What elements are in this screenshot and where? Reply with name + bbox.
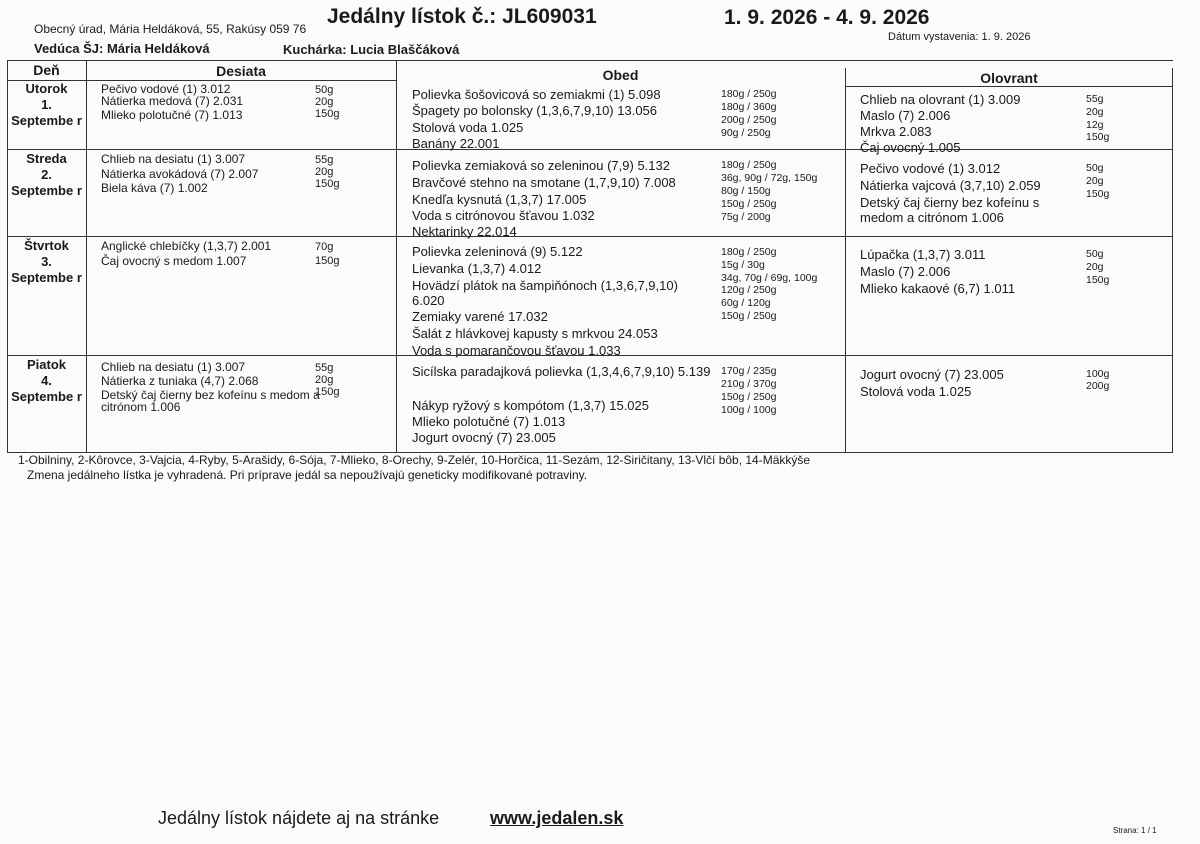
menu-item: Lievanka (1,3,7) 4.012 — [412, 261, 542, 276]
table-border-top — [7, 60, 1173, 61]
menu-item: Šalát z hlávkovej kapusty s mrkvou 24.053 — [412, 326, 658, 341]
portion-size: 20g — [1086, 175, 1104, 187]
menu-item: Knedľa kysnutá (1,3,7) 17.005 — [412, 192, 587, 207]
day-name: Piatok — [26, 357, 66, 372]
portion-size: 180g / 250g — [721, 246, 777, 258]
day-month: Septembe r — [11, 183, 82, 198]
menu-item: Nákyp ryžový s kompótom (1,3,7) 15.025 — [412, 398, 649, 413]
day-month: Septembe r — [11, 113, 82, 128]
menu-item: Nátierka avokádová (7) 2.007 — [101, 167, 259, 181]
portion-size: 20g — [315, 166, 334, 178]
day-month: Septembe r — [11, 270, 82, 285]
day-name: Streda — [26, 151, 67, 166]
portion-size: 200g / 250g — [721, 114, 777, 126]
menu-item: Maslo (7) 2.006 — [860, 108, 951, 123]
portion-size: 50g — [1086, 248, 1104, 260]
portion-size: 150g / 250g — [721, 310, 777, 322]
portion-size: 180g / 250g — [721, 159, 777, 171]
day-name: Štvrtok — [24, 238, 69, 253]
menu-title: Jedálny lístok č.: JL609031 — [327, 5, 597, 28]
menu-item: Nátierka z tuniaka (4,7) 2.068 — [101, 374, 259, 388]
day-label — [7, 357, 86, 405]
portion-size: 34g, 70g / 69g, 100g — [721, 272, 818, 284]
menu-item: Polievka šošovicová so zemiakmi (1) 5.098 — [412, 87, 661, 102]
portion-size: 55g — [315, 154, 334, 166]
column-separator — [845, 68, 846, 453]
menu-item: Mlieko kakaové (6,7) 1.011 — [860, 281, 1016, 296]
day-month: Septembe r — [11, 389, 82, 404]
menu-item: Polievka zeleninová (9) 5.122 — [412, 244, 583, 259]
portion-size: 60g / 120g — [721, 297, 771, 309]
portion-size: 210g / 370g — [721, 378, 777, 390]
organization-address: Obecný úrad, Mária Heldáková, 55, Rakúsy 059 76 — [34, 22, 307, 36]
menu-item: Mlieko polotučné (7) 1.013 — [101, 108, 243, 122]
day-label — [7, 238, 86, 286]
portion-size: 50g — [1086, 162, 1104, 174]
day-label — [7, 81, 86, 129]
day-name: Utorok — [25, 81, 68, 96]
day-number: 4. — [41, 373, 52, 388]
portion-size: 120g / 250g — [721, 284, 777, 296]
portion-size: 12g — [1086, 119, 1104, 131]
column-header-olovrant: Olovrant — [980, 70, 1038, 86]
menu-item: Chlieb na olovrant (1) 3.009 — [860, 92, 1021, 107]
footer-text: Jedálny lístok nájdete aj na stránke — [158, 808, 440, 828]
menu-item: Biela káva (7) 1.002 — [101, 181, 208, 195]
portion-size: 180g / 360g — [721, 101, 777, 113]
portion-size: 36g, 90g / 72g, 150g — [721, 172, 818, 184]
menu-item: Chlieb na desiatu (1) 3.007 — [101, 152, 246, 166]
portion-size: 20g — [315, 96, 334, 108]
menu-item: Pečivo vodové (1) 3.012 — [101, 82, 231, 96]
portion-size: 150g / 250g — [721, 391, 777, 403]
portion-size: 200g — [1086, 380, 1110, 392]
portion-size: 150g — [1086, 274, 1110, 286]
menu-item: Bravčové stehno na smotane (1,7,9,10) 7.008 — [412, 175, 676, 190]
menu-item: Maslo (7) 2.006 — [860, 264, 951, 279]
portion-size: 150g / 250g — [721, 198, 777, 210]
menu-item: Hovädzí plátok na šampiňónoch (1,3,6,7,9,10) 6.020 — [412, 278, 678, 308]
menu-item: Banány 22.001 — [412, 136, 500, 151]
portion-size: 20g — [1086, 106, 1104, 118]
day-number: 3. — [41, 254, 52, 269]
portion-size: 150g — [315, 108, 340, 120]
portion-size: 15g / 30g — [721, 259, 765, 271]
portion-size: 180g / 250g — [721, 88, 777, 100]
menu-item: Chlieb na desiatu (1) 3.007 — [101, 360, 246, 374]
column-separator — [86, 60, 87, 453]
menu-item: Detský čaj čierny bez kofeínu s medom a citrónom 1.006 — [101, 388, 320, 414]
menu-item: Stolová voda 1.025 — [412, 120, 524, 135]
page-number: Strana: 1 / 1 — [1113, 826, 1157, 835]
portion-size: 90g / 250g — [721, 127, 771, 139]
column-header-day: Deň — [33, 62, 60, 78]
column-header-obed: Obed — [602, 67, 639, 83]
portion-size: 150g — [1086, 131, 1110, 143]
portion-size: 20g — [315, 374, 334, 386]
menu-item: Mrkva 2.083 — [860, 124, 932, 139]
menu-table — [7, 60, 1173, 453]
menu-item: Voda s citrónovou šťavou 1.032 — [412, 208, 595, 223]
day-number: 1. — [41, 97, 52, 112]
column-header-desiata: Desiata — [216, 63, 266, 79]
row-separator — [7, 236, 1173, 237]
menu-item: Jogurt ovocný (7) 23.005 — [412, 430, 556, 445]
menu-item: Polievka zemiaková so zeleninou (7,9) 5.132 — [412, 158, 670, 173]
portion-size: 150g — [1086, 188, 1110, 200]
day-label — [7, 151, 86, 199]
portion-size: 50g — [315, 84, 334, 96]
menu-item: Sicílska paradajková polievka (1,3,4,6,7,9,10) 5.139 — [412, 364, 711, 379]
portion-size: 75g / 200g — [721, 211, 771, 223]
portion-size: 70g — [315, 241, 334, 253]
menu-item: Zemiaky varené 17.032 — [412, 309, 548, 324]
menu-item: Lúpačka (1,3,7) 3.011 — [860, 247, 986, 262]
allergen-legend: 1-Obilniny, 2-Kôrovce, 3-Vajcia, 4-Ryby, 5-Arašidy, 6-Sója, 7-Mlieko, 8-Orechy, 9-Zelér, 10-Horčica, 11-Sezám, 12-Siričitany, 13-Vlčí bôb, 14-Mäkkýše — [18, 453, 811, 467]
portion-size: 20g — [1086, 261, 1104, 273]
menu-item: Anglické chlebíčky (1,3,7) 2.001 — [101, 239, 272, 253]
menu-item: Čaj ovocný s medom 1.007 — [101, 254, 247, 268]
cook-name: Kuchárka: Lucia Blaščáková — [283, 42, 460, 57]
table-border-right — [1172, 68, 1173, 453]
menu-item: Detský čaj čierny bez kofeínu s medom a citrónom 1.006 — [860, 195, 1040, 225]
menu-item: Stolová voda 1.025 — [860, 384, 972, 399]
menu-item: Jogurt ovocný (7) 23.005 — [860, 367, 1004, 382]
column-separator — [396, 60, 397, 453]
menu-item: Pečivo vodové (1) 3.012 — [860, 161, 1001, 176]
canteen-manager: Vedúca ŠJ: Mária Heldáková — [34, 41, 210, 56]
portion-size: 55g — [1086, 93, 1104, 105]
portion-size: 100g / 100g — [721, 404, 777, 416]
menu-item: Mlieko polotučné (7) 1.013 — [412, 414, 566, 429]
issue-date: Dátum vystavenia: 1. 9. 2026 — [888, 31, 1031, 43]
menu-item: Čaj ovocný 1.005 — [860, 140, 961, 155]
portion-size: 55g — [315, 362, 334, 374]
menu-item: Nátierka medová (7) 2.031 — [101, 94, 244, 108]
menu-item: Nátierka vajcová (3,7,10) 2.059 — [860, 178, 1041, 193]
menu-disclaimer: Zmena jedálneho lístka je vyhradená. Pri príprave jedál sa nepoužívajú geneticky modifikované potraviny. — [27, 468, 588, 482]
portion-size: 150g — [315, 386, 340, 398]
menu-date-range: 1. 9. 2026 - 4. 9. 2026 — [724, 6, 930, 29]
website-link[interactable]: www.jedalen.sk — [490, 808, 624, 828]
menu-item: Voda s pomarančovou šťavou 1.033 — [412, 343, 621, 358]
portion-size: 150g — [315, 255, 340, 267]
menu-item: Špagety po bolonsky (1,3,6,7,9,10) 13.056 — [412, 103, 658, 118]
portion-size: 100g — [1086, 368, 1110, 380]
menu-item: Nektarinky 22.014 — [412, 224, 517, 239]
portion-size: 170g / 235g — [721, 365, 777, 377]
portion-size: 80g / 150g — [721, 185, 771, 197]
portion-size: 150g — [315, 178, 340, 190]
day-number: 2. — [41, 167, 52, 182]
header-separator-right — [845, 86, 1173, 87]
